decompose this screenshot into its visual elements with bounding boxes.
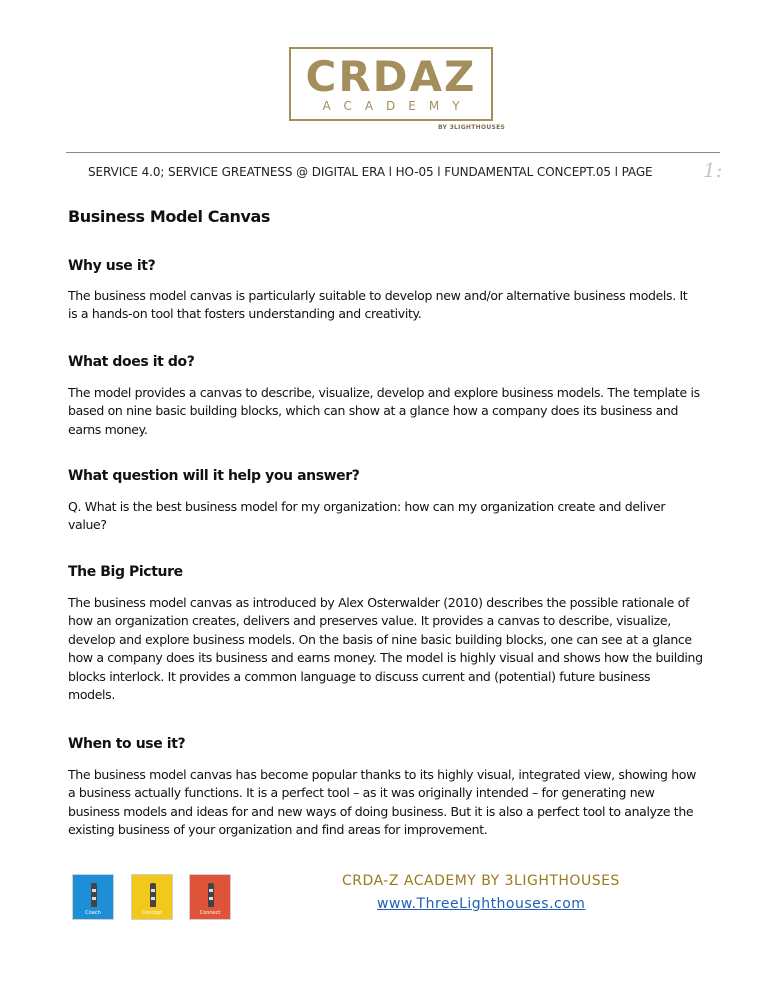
tile-caption: Connect (199, 910, 221, 916)
section-body-what (68, 384, 728, 439)
document-title: Business Model Canvas (68, 207, 271, 226)
lighthouse-icon (91, 883, 97, 907)
body-line: The business model canvas has become popular thanks to its highly visual, integrated view, showing how (68, 767, 696, 782)
academy-logo (289, 47, 493, 121)
section-body-why (68, 287, 728, 324)
body-line: existing business of your organization and find areas for improvement. (68, 822, 488, 838)
body-line: The business model canvas is particularly suitable to develop new and/or alternative business models. It (68, 288, 688, 303)
body-line: earns money. (68, 421, 148, 437)
lighthouse-icon (208, 883, 214, 907)
connect-tile (189, 874, 231, 920)
body-line: how a company does its business and earns money. The model is highly visual and shows how the building (68, 650, 703, 666)
body-line: value? (68, 517, 107, 533)
section-heading-why: Why use it? (68, 258, 156, 274)
section-heading-what: What does it do? (68, 354, 195, 370)
coach-tile (72, 874, 114, 920)
body-line: based on nine basic building blocks, which can show at a glance how a company does its business and (68, 403, 679, 419)
lighthouse-icon (150, 883, 156, 907)
footer-title: CRDA-Z ACADEMY BY 3LIGHTHOUSES (342, 873, 620, 889)
body-line: business models and ideas for and new ways of doing business. But it is also a perfect tool to analyze the (68, 803, 694, 819)
section-heading-big-picture: The Big Picture (68, 564, 183, 580)
concept-tile (131, 874, 173, 920)
tile-caption: Coach (85, 910, 101, 916)
logo-wordmark: CRDAZ (305, 52, 477, 101)
body-line: a business actually functions. It is a perfect tool – as it was originally intended – for generating new (68, 785, 655, 801)
website-link[interactable]: www.ThreeLighthouses.com (377, 896, 586, 912)
body-line: models. (68, 687, 115, 703)
section-heading-when: When to use it? (68, 736, 186, 752)
body-line: The business model canvas as introduced by Alex Osterwalder (2010) describes the possible rationale of (68, 595, 689, 610)
section-heading-question: What question will it help you answer? (68, 468, 360, 484)
section-body-question (68, 498, 728, 535)
body-line: develop and explore business models. On the basis of nine basic building blocks, one can see at a glance (68, 631, 692, 647)
header-divider (66, 152, 720, 153)
logo-subtitle: ACADEMY (322, 99, 473, 113)
body-line: The model provides a canvas to describe, visualize, develop and explore business models. The template is (68, 385, 700, 400)
running-header: SERVICE 4.0; SERVICE GREATNESS @ DIGITAL ERA l HO-05 l FUNDAMENTAL CONCEPT.05 l PAGE (88, 165, 653, 179)
body-line: blocks interlock. It provides a common language to discuss current and (potential) future business (68, 668, 651, 684)
body-line: is a hands-on tool that fosters understanding and creativity. (68, 306, 422, 322)
page-number: 1: (703, 158, 723, 182)
section-body-big-picture (68, 594, 728, 704)
tile-caption: Concept (141, 910, 163, 916)
section-body-when (68, 766, 728, 840)
body-line: Q. What is the best business model for my organization: how can my organization create and deliver (68, 499, 666, 514)
logo-byline: BY 3LIGHTHOUSES (438, 124, 506, 131)
body-line: how an organization creates, delivers and preserves value. It provides a canvas to describe, visualize, (68, 613, 671, 629)
